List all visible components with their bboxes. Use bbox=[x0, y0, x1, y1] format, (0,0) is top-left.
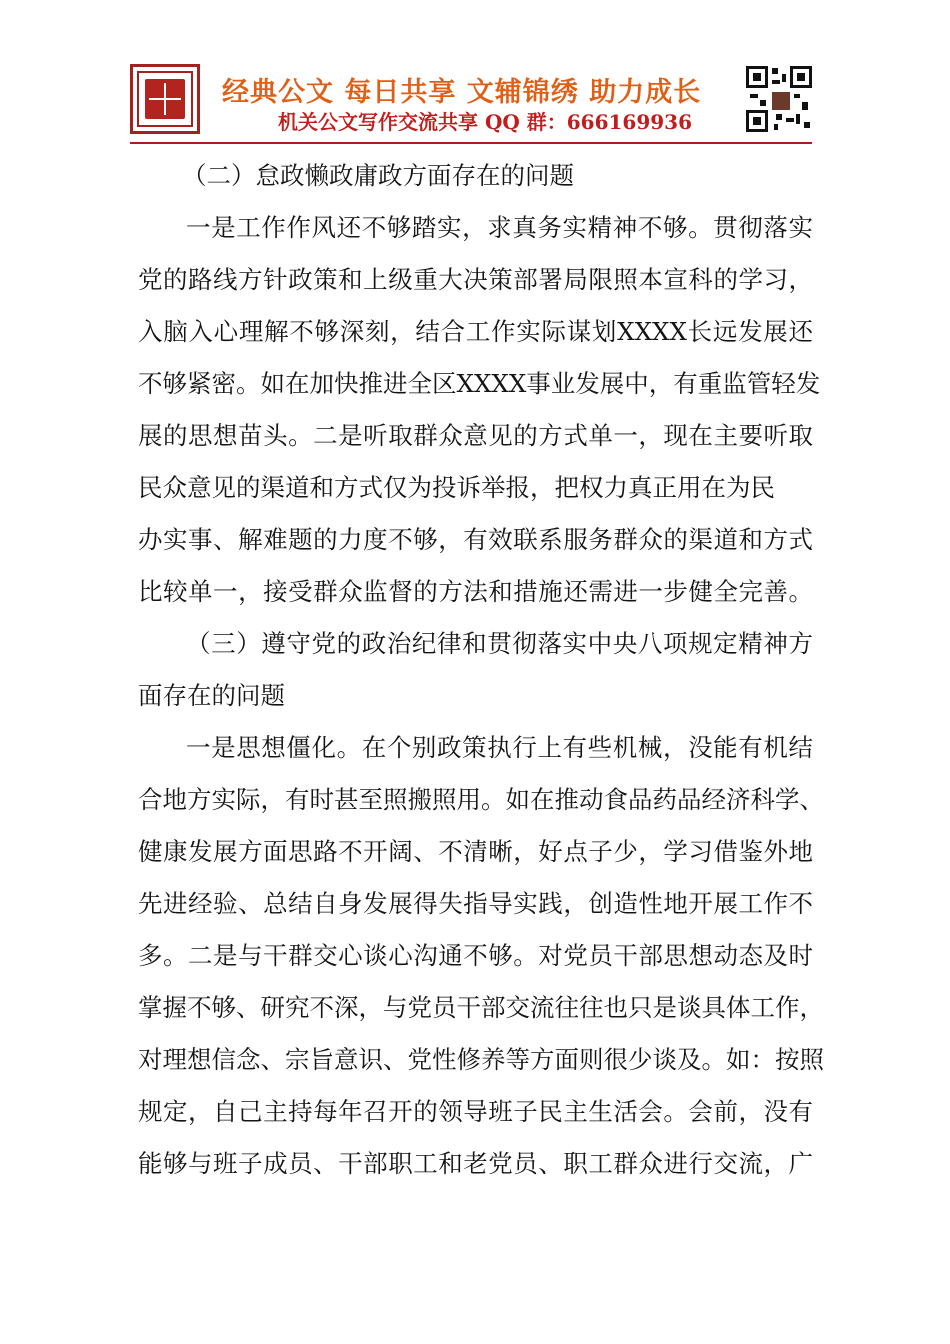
paragraph-line: 多。二是与干群交心谈心沟通不够。对党员干部思想动态及时 bbox=[138, 941, 813, 970]
seal-logo-icon bbox=[130, 64, 200, 134]
qr-code-icon bbox=[746, 66, 812, 132]
paragraph-line: 规定，自己主持每年召开的领导班子民主生活会。会前，没有 bbox=[138, 1097, 813, 1126]
section-heading-2: （二）怠政懒政庸政方面存在的问题 bbox=[182, 161, 574, 190]
paragraph-line: 比较单一，接受群众监督的方法和措施还需进一步健全完善。 bbox=[138, 577, 813, 606]
header-slogan: 经典公文 每日共享 文辅锦绣 助力成长 bbox=[222, 77, 702, 108]
paragraph-line: 合地方实际，有时甚至照搬照用。如在推动食品药品经济科学、 bbox=[138, 785, 824, 814]
paragraph-line: 展的思想苗头。二是听取群众意见的方式单一，现在主要听取 bbox=[138, 421, 813, 450]
paragraph-line: 掌握不够、研究不深，与党员干部交流往往也只是谈具体工作， bbox=[138, 993, 824, 1022]
paragraph-line: 健康发展方面思路不开阔、不清晰，好点子少，学习借鉴外地 bbox=[138, 837, 813, 866]
header-qq-group: 机关公文写作交流共享 QQ 群：666169936 bbox=[278, 110, 693, 134]
paragraph-line: 民众意见的渠道和方式仅为投诉举报，把权力真正用在为民 bbox=[138, 473, 775, 502]
section-heading-3-cont: 面存在的问题 bbox=[138, 681, 285, 710]
paragraph-line: 一是工作作风还不够踏实，求真务实精神不够。贯彻落实 bbox=[186, 213, 813, 242]
section-heading-3: （三）遵守党的政治纪律和贯彻落实中央八项规定精神方 bbox=[186, 629, 813, 658]
paragraph-line: 对理想信念、宗旨意识、党性修养等方面则很少谈及。如：按照 bbox=[138, 1045, 824, 1074]
paragraph-line: 党的路线方针政策和上级重大决策部署局限照本宣科的学习， bbox=[138, 265, 813, 294]
page-header bbox=[130, 64, 812, 138]
header-divider bbox=[130, 142, 812, 144]
paragraph-line: 能够与班子成员、干部职工和老党员、职工群众进行交流，广 bbox=[138, 1149, 813, 1178]
paragraph-line: 入脑入心理解不够深刻，结合工作实际谋划XXXX长远发展还 bbox=[138, 317, 813, 346]
paragraph-line: 一是思想僵化。在个别政策执行上有些机械，没能有机结 bbox=[186, 733, 813, 762]
paragraph-line: 先进经验、总结自身发展得失指导实践，创造性地开展工作不 bbox=[138, 889, 813, 918]
paragraph-line: 不够紧密。如在加快推进全区XXXX事业发展中，有重监管轻发 bbox=[138, 369, 821, 398]
paragraph-line: 办实事、解难题的力度不够，有效联系服务群众的渠道和方式 bbox=[138, 525, 813, 554]
